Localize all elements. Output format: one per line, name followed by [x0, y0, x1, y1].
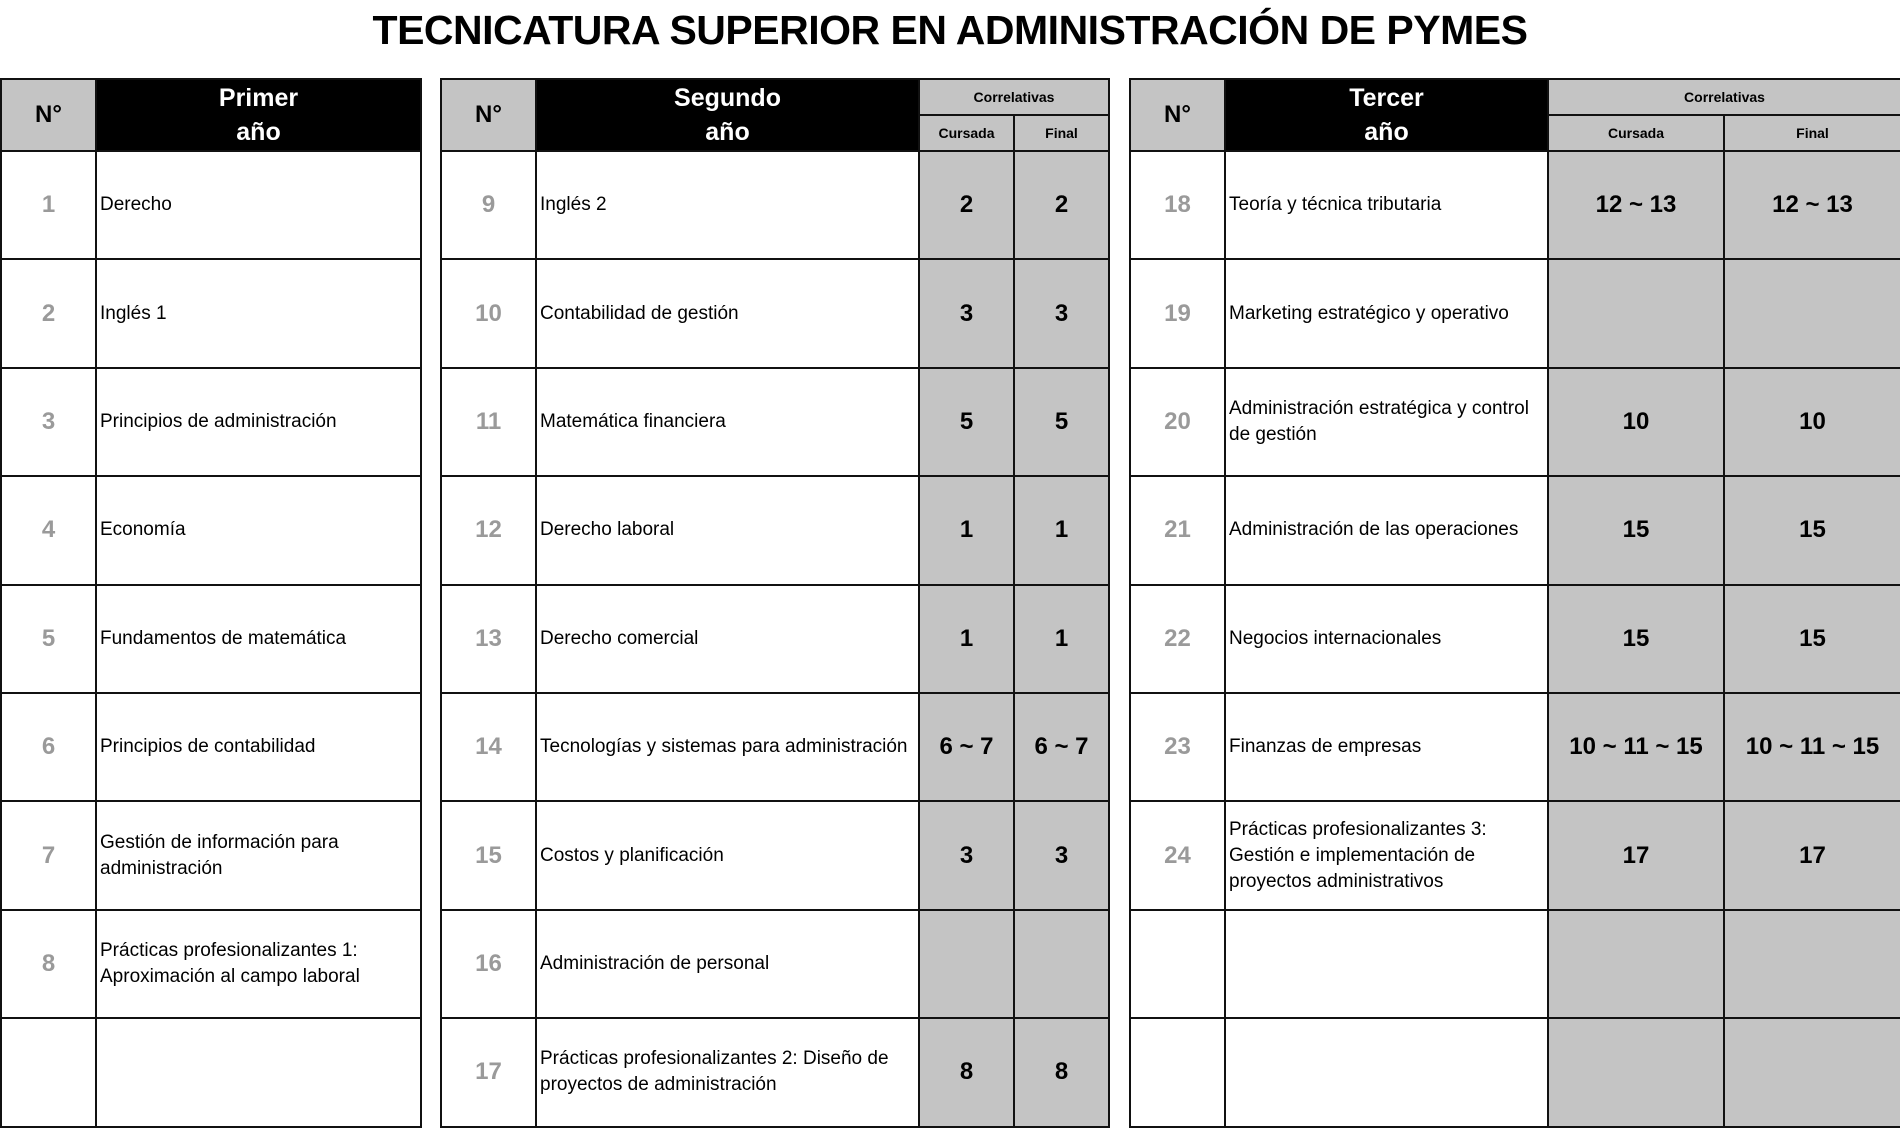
- final-header: Final: [1014, 115, 1109, 151]
- subject-name: [1225, 1018, 1548, 1126]
- subject-number: 11: [441, 368, 536, 476]
- cursada-correlativa: 8: [919, 1018, 1014, 1126]
- subject-row: [441, 693, 1109, 801]
- subject-number: 13: [441, 585, 536, 693]
- page-title: TECNICATURA SUPERIOR EN ADMINISTRACIÓN DE PYMES: [372, 7, 1528, 53]
- subject-row: [1, 1018, 421, 1126]
- subject-row: [441, 801, 1109, 909]
- subject-row: [1130, 1018, 1900, 1126]
- final-correlativa: 3: [1014, 801, 1109, 909]
- cursada-correlativa: 1: [919, 585, 1014, 693]
- subject-number: 7: [1, 801, 96, 909]
- year-header: [96, 79, 421, 151]
- subject-row: [1130, 476, 1900, 584]
- year-suffix: año: [705, 118, 750, 146]
- subject-row: [1130, 585, 1900, 693]
- cursada-correlativa: 15: [1548, 585, 1724, 693]
- first-year-header: [1, 79, 421, 151]
- subject-name: Contabilidad de gestión: [536, 259, 919, 367]
- subject-row: [1, 368, 421, 476]
- correlativas-header: Correlativas: [1548, 79, 1900, 115]
- final-correlativa: 10: [1724, 368, 1900, 476]
- subject-number: 18: [1130, 151, 1225, 259]
- subject-number: 15: [441, 801, 536, 909]
- cursada-correlativa: 10: [1548, 368, 1724, 476]
- subject-number: 17: [441, 1018, 536, 1126]
- final-correlativa: 17: [1724, 801, 1900, 909]
- year-suffix: año: [1364, 118, 1409, 146]
- final-correlativa: 8: [1014, 1018, 1109, 1126]
- subject-row: [441, 585, 1109, 693]
- cursada-correlativa: 17: [1548, 801, 1724, 909]
- subject-number: 23: [1130, 693, 1225, 801]
- final-correlativa: 1: [1014, 585, 1109, 693]
- cursada-correlativa: 5: [919, 368, 1014, 476]
- cursada-header: Cursada: [1548, 115, 1724, 151]
- year-suffix: año: [236, 118, 281, 146]
- final-correlativa: [1724, 1018, 1900, 1126]
- subject-name: [96, 1018, 421, 1126]
- subject-number: 19: [1130, 259, 1225, 367]
- final-correlativa: 3: [1014, 259, 1109, 367]
- correlativas-header: Correlativas: [919, 79, 1109, 115]
- subject-number: 4: [1, 476, 96, 584]
- subject-row: [441, 910, 1109, 1018]
- subject-name: Derecho comercial: [536, 585, 919, 693]
- subject-name: Negocios internacionales: [1225, 585, 1548, 693]
- second-year-rows: [441, 151, 1109, 1127]
- subject-name: Costos y planificación: [536, 801, 919, 909]
- subject-name: Economía: [96, 476, 421, 584]
- num-header: N°: [1130, 79, 1225, 151]
- final-correlativa: 2: [1014, 151, 1109, 259]
- subject-name: [1225, 910, 1548, 1018]
- final-header: Final: [1724, 115, 1900, 151]
- second-year-table: [440, 78, 1110, 1128]
- subject-row: [1130, 151, 1900, 259]
- subject-name: Administración estratégica y control de gestión: [1225, 368, 1548, 476]
- cursada-correlativa: [1548, 259, 1724, 367]
- subject-number: 22: [1130, 585, 1225, 693]
- subject-row: [441, 259, 1109, 367]
- subject-row: [1130, 910, 1900, 1018]
- subject-row: [1, 259, 421, 367]
- num-header: N°: [1, 79, 96, 151]
- subject-row: [1130, 693, 1900, 801]
- subject-number: 12: [441, 476, 536, 584]
- final-correlativa: 15: [1724, 476, 1900, 584]
- cursada-correlativa: 15: [1548, 476, 1724, 584]
- subject-name: Teoría y técnica tributaria: [1225, 151, 1548, 259]
- subject-number: 3: [1, 368, 96, 476]
- year-header: [536, 79, 919, 151]
- subject-name: Matemática financiera: [536, 368, 919, 476]
- subject-number: 5: [1, 585, 96, 693]
- subject-row: [441, 368, 1109, 476]
- cursada-correlativa: 3: [919, 259, 1014, 367]
- subject-name: Administración de personal: [536, 910, 919, 1018]
- year-name: Primer: [218, 84, 299, 112]
- cursada-correlativa: [1548, 910, 1724, 1018]
- subject-number: [1, 1018, 96, 1126]
- year-header: [1225, 79, 1548, 151]
- subject-name: Finanzas de empresas: [1225, 693, 1548, 801]
- subject-number: 9: [441, 151, 536, 259]
- first-year-table: [0, 78, 422, 1128]
- cursada-correlativa: 10 ~ 11 ~ 15: [1548, 693, 1724, 801]
- subject-name: Inglés 1: [96, 259, 421, 367]
- third-year-table: [1129, 78, 1900, 1128]
- subject-number: [1130, 1018, 1225, 1126]
- subject-name: Prácticas profesionalizantes 3: Gestión e implementación de proyectos administrativos: [1225, 801, 1548, 909]
- year-name: Segundo: [674, 84, 781, 112]
- subject-number: 10: [441, 259, 536, 367]
- final-correlativa: [1014, 910, 1109, 1018]
- subject-number: 6: [1, 693, 96, 801]
- subject-number: 20: [1130, 368, 1225, 476]
- final-correlativa: 1: [1014, 476, 1109, 584]
- subject-name: Derecho: [96, 151, 421, 259]
- subject-row: [1, 585, 421, 693]
- final-correlativa: 5: [1014, 368, 1109, 476]
- subject-number: 24: [1130, 801, 1225, 909]
- subject-row: [1, 476, 421, 584]
- final-correlativa: 12 ~ 13: [1724, 151, 1900, 259]
- subject-number: 8: [1, 910, 96, 1018]
- subject-name: Prácticas profesionalizantes 1: Aproximación al campo laboral: [96, 910, 421, 1018]
- subject-name: Tecnologías y sistemas para administración: [536, 693, 919, 801]
- subject-name: Marketing estratégico y operativo: [1225, 259, 1548, 367]
- subject-number: 14: [441, 693, 536, 801]
- cursada-correlativa: 1: [919, 476, 1014, 584]
- cursada-correlativa: 2: [919, 151, 1014, 259]
- cursada-header: Cursada: [919, 115, 1014, 151]
- subject-row: [441, 1018, 1109, 1126]
- subject-row: [1130, 801, 1900, 909]
- cursada-correlativa: [1548, 1018, 1724, 1126]
- final-correlativa: [1724, 259, 1900, 367]
- subject-row: [1, 151, 421, 259]
- subject-name: Administración de las operaciones: [1225, 476, 1548, 584]
- subject-row: [1, 693, 421, 801]
- first-year-rows: [1, 151, 421, 1127]
- subject-name: Prácticas profesionalizantes 2: Diseño de proyectos de administración: [536, 1018, 919, 1126]
- subject-name: Fundamentos de matemática: [96, 585, 421, 693]
- final-correlativa: 6 ~ 7: [1014, 693, 1109, 801]
- cursada-correlativa: 6 ~ 7: [919, 693, 1014, 801]
- subject-row: [1, 910, 421, 1018]
- cursada-correlativa: 12 ~ 13: [1548, 151, 1724, 259]
- subject-number: [1130, 910, 1225, 1018]
- subject-row: [441, 151, 1109, 259]
- num-header: N°: [441, 79, 536, 151]
- subject-number: 1: [1, 151, 96, 259]
- subject-number: 21: [1130, 476, 1225, 584]
- subject-row: [441, 476, 1109, 584]
- third-year-header: [1130, 79, 1900, 151]
- cursada-correlativa: 3: [919, 801, 1014, 909]
- subject-name: Inglés 2: [536, 151, 919, 259]
- year-name: Tercer: [1349, 84, 1424, 112]
- third-year-rows: [1130, 151, 1900, 1127]
- final-correlativa: 15: [1724, 585, 1900, 693]
- subject-number: 2: [1, 259, 96, 367]
- subject-row: [1130, 368, 1900, 476]
- final-correlativa: [1724, 910, 1900, 1018]
- subject-name: Principios de administración: [96, 368, 421, 476]
- subject-number: 16: [441, 910, 536, 1018]
- subject-name: Gestión de información para administración: [96, 801, 421, 909]
- subject-row: [1, 801, 421, 909]
- subject-row: [1130, 259, 1900, 367]
- subject-name: Principios de contabilidad: [96, 693, 421, 801]
- subject-name: Derecho laboral: [536, 476, 919, 584]
- final-correlativa: 10 ~ 11 ~ 15: [1724, 693, 1900, 801]
- cursada-correlativa: [919, 910, 1014, 1018]
- second-year-header: [441, 79, 1109, 151]
